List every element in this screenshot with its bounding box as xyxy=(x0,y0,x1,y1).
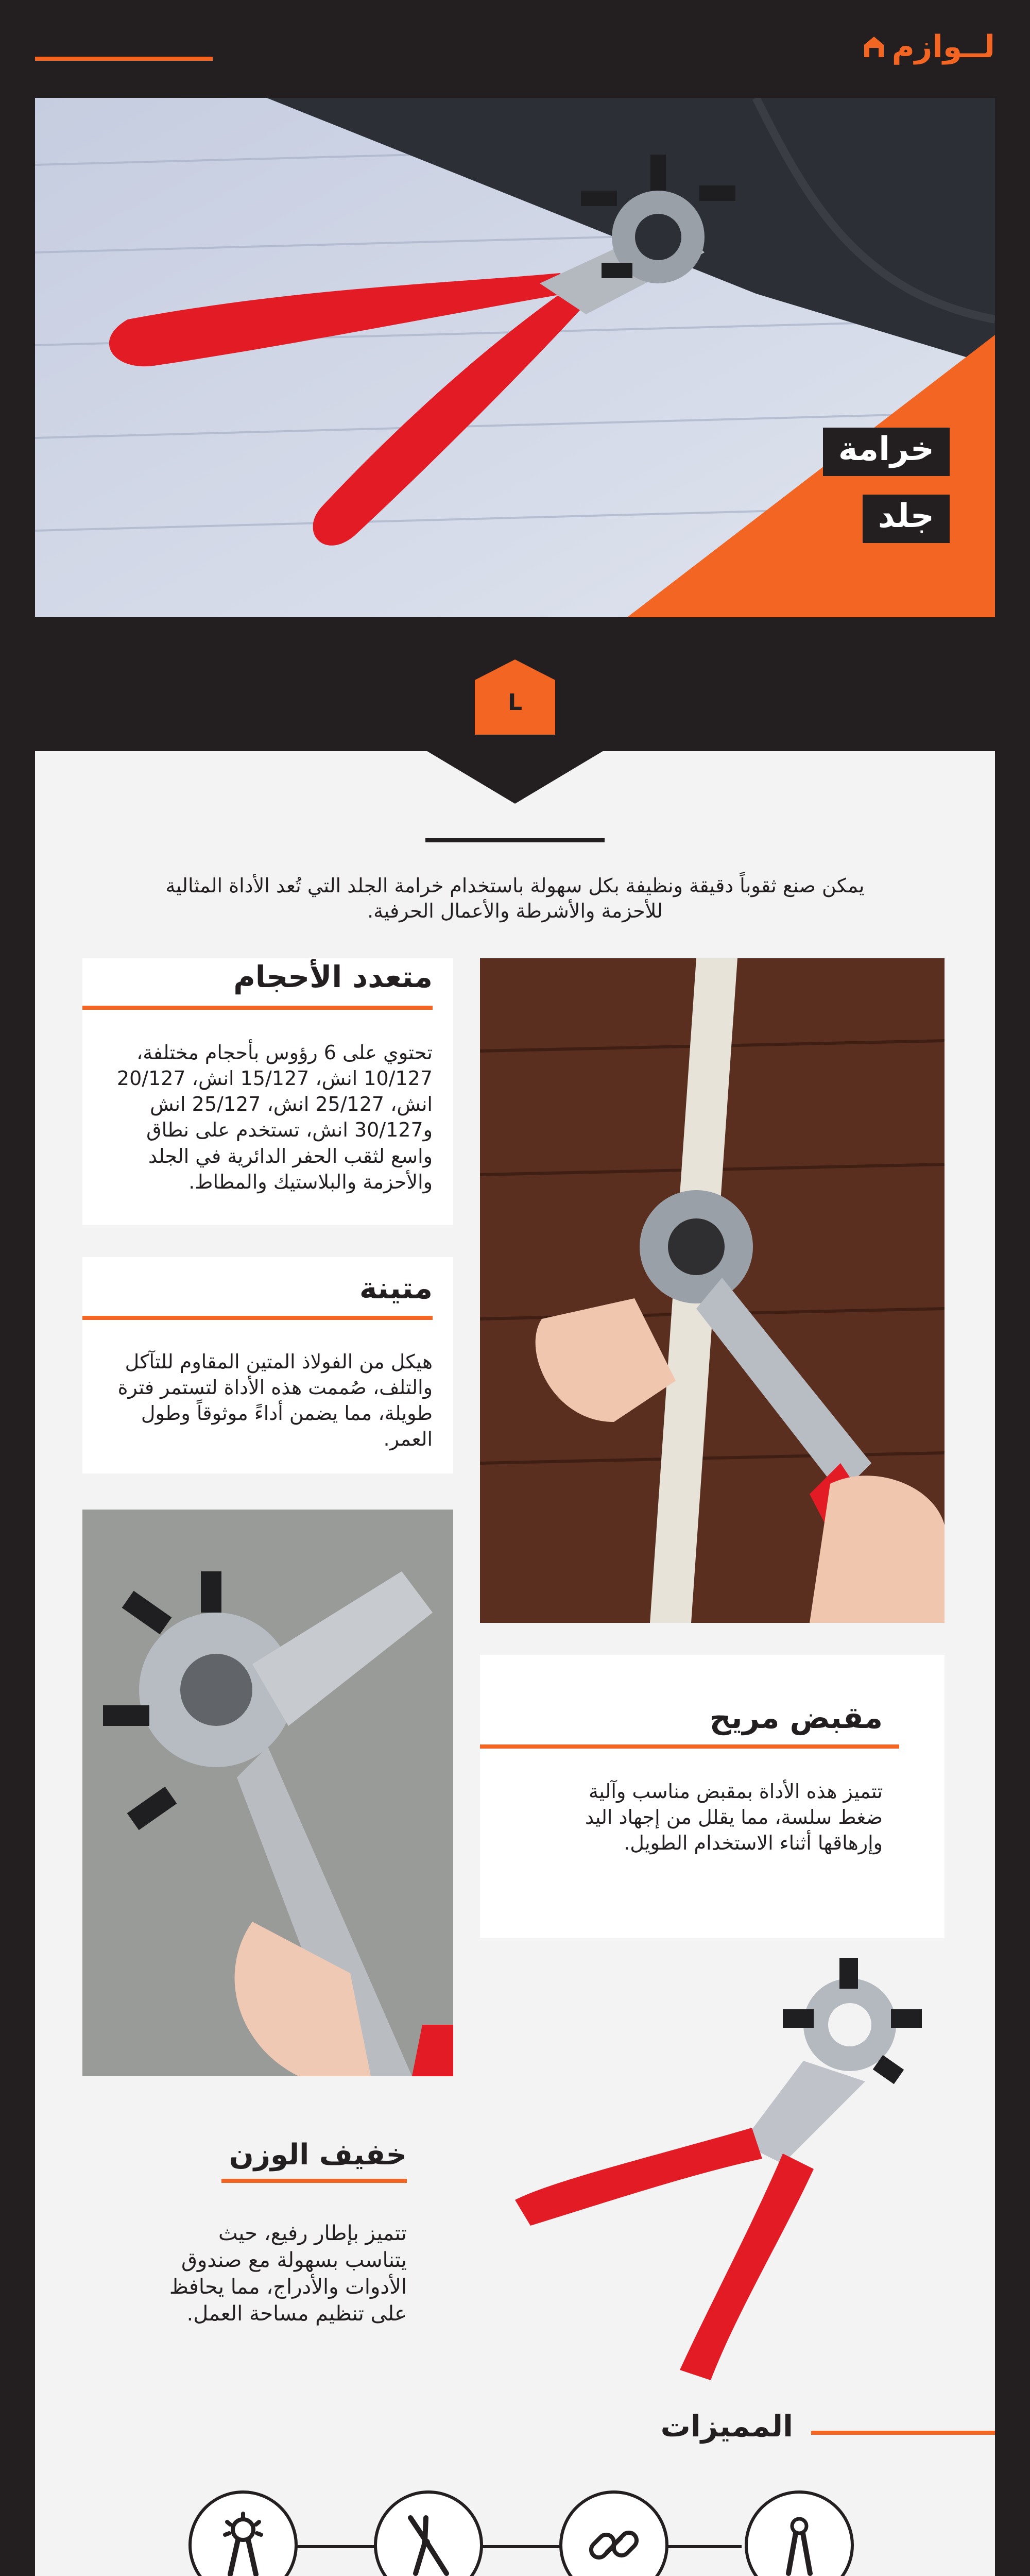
card-accent-rule xyxy=(82,1316,433,1320)
feature-card-grip xyxy=(480,1655,945,1938)
card-accent-rule xyxy=(82,1006,433,1010)
feature-card-durable xyxy=(82,1257,453,1473)
notch-underline xyxy=(425,838,605,842)
brand-name: لــوازم xyxy=(891,29,995,65)
header-accent-line xyxy=(35,57,213,61)
feature-light-weight xyxy=(154,2138,407,2327)
card-title: متينة xyxy=(359,1270,433,1306)
card-title: متعدد الأحجام xyxy=(233,959,433,994)
punch-tool-icon xyxy=(766,2512,833,2576)
photo-punching-belt xyxy=(480,958,945,1623)
card-text: هيكل من الفولاذ المتين المقاوم للتآكل والتلف، صُممت هذه الأداة لتستمر فترة طويلة، مما يضمن أداءً موثوقاً وطول العمر. xyxy=(117,1350,433,1451)
feature-text: تتميز بإطار رفيع، حيث يتناسب بسهولة مع صندوق الأدوات والأدراج، مما يحافظ على تنظيم مساحة العمل. xyxy=(169,2222,407,2326)
feature-accent-rule xyxy=(221,2179,407,2183)
brand-logo[interactable] xyxy=(862,29,995,65)
card-text: تتميز هذه الأداة بمقبض مناسب وآلية ضغط سلسة، مما يقلل من إجهاد اليد وإرهاقها أثناء الاستخدام الطويل. xyxy=(585,1780,883,1855)
hero-product-photo xyxy=(35,98,995,617)
card-title: مقبض مريح xyxy=(709,1700,883,1735)
photo-punch-tool-cutout xyxy=(494,1958,942,2385)
card-text: تحتوي على 6 رؤوس بأحجام مختلفة، 10/127 انش، 15/127 انش، 20/127 انش، 25/127 انش، 25/127 انش و30/127 انش، تستخدم على نطاق واسع لثقب الحفر الدائرية في الجلد والأحزمة والبلاستيك والمطاط. xyxy=(116,1041,433,1193)
rotary-punch-icon xyxy=(210,2512,277,2576)
home-icon xyxy=(862,35,886,59)
steel-chain-icon xyxy=(580,2512,647,2576)
pliers-icon xyxy=(395,2512,462,2576)
photo-punch-closeup xyxy=(82,1510,453,2076)
hero-title-line1: خرامة xyxy=(823,428,950,476)
card-accent-rule xyxy=(480,1744,899,1749)
badge-letter: L xyxy=(507,689,523,716)
brand-badge xyxy=(475,659,555,735)
feature-card-multi-size xyxy=(82,958,453,1225)
features-accent-line xyxy=(811,2431,995,2435)
panel-notch xyxy=(425,750,605,804)
feature-title: خفيف الوزن xyxy=(229,2138,407,2172)
features-heading: المميزات xyxy=(660,2409,793,2444)
hero-banner xyxy=(35,98,995,617)
hero-title-line2: جلد xyxy=(863,495,950,543)
intro-text: يمكن صنع ثقوباً دقيقة ونظيفة بكل سهولة باستخدام خرامة الجلد التي تُعد الأداة المثالية للأحزمة والأشرطة والأعمال الحرفية. xyxy=(165,874,865,923)
features-connector-line xyxy=(288,2545,742,2548)
